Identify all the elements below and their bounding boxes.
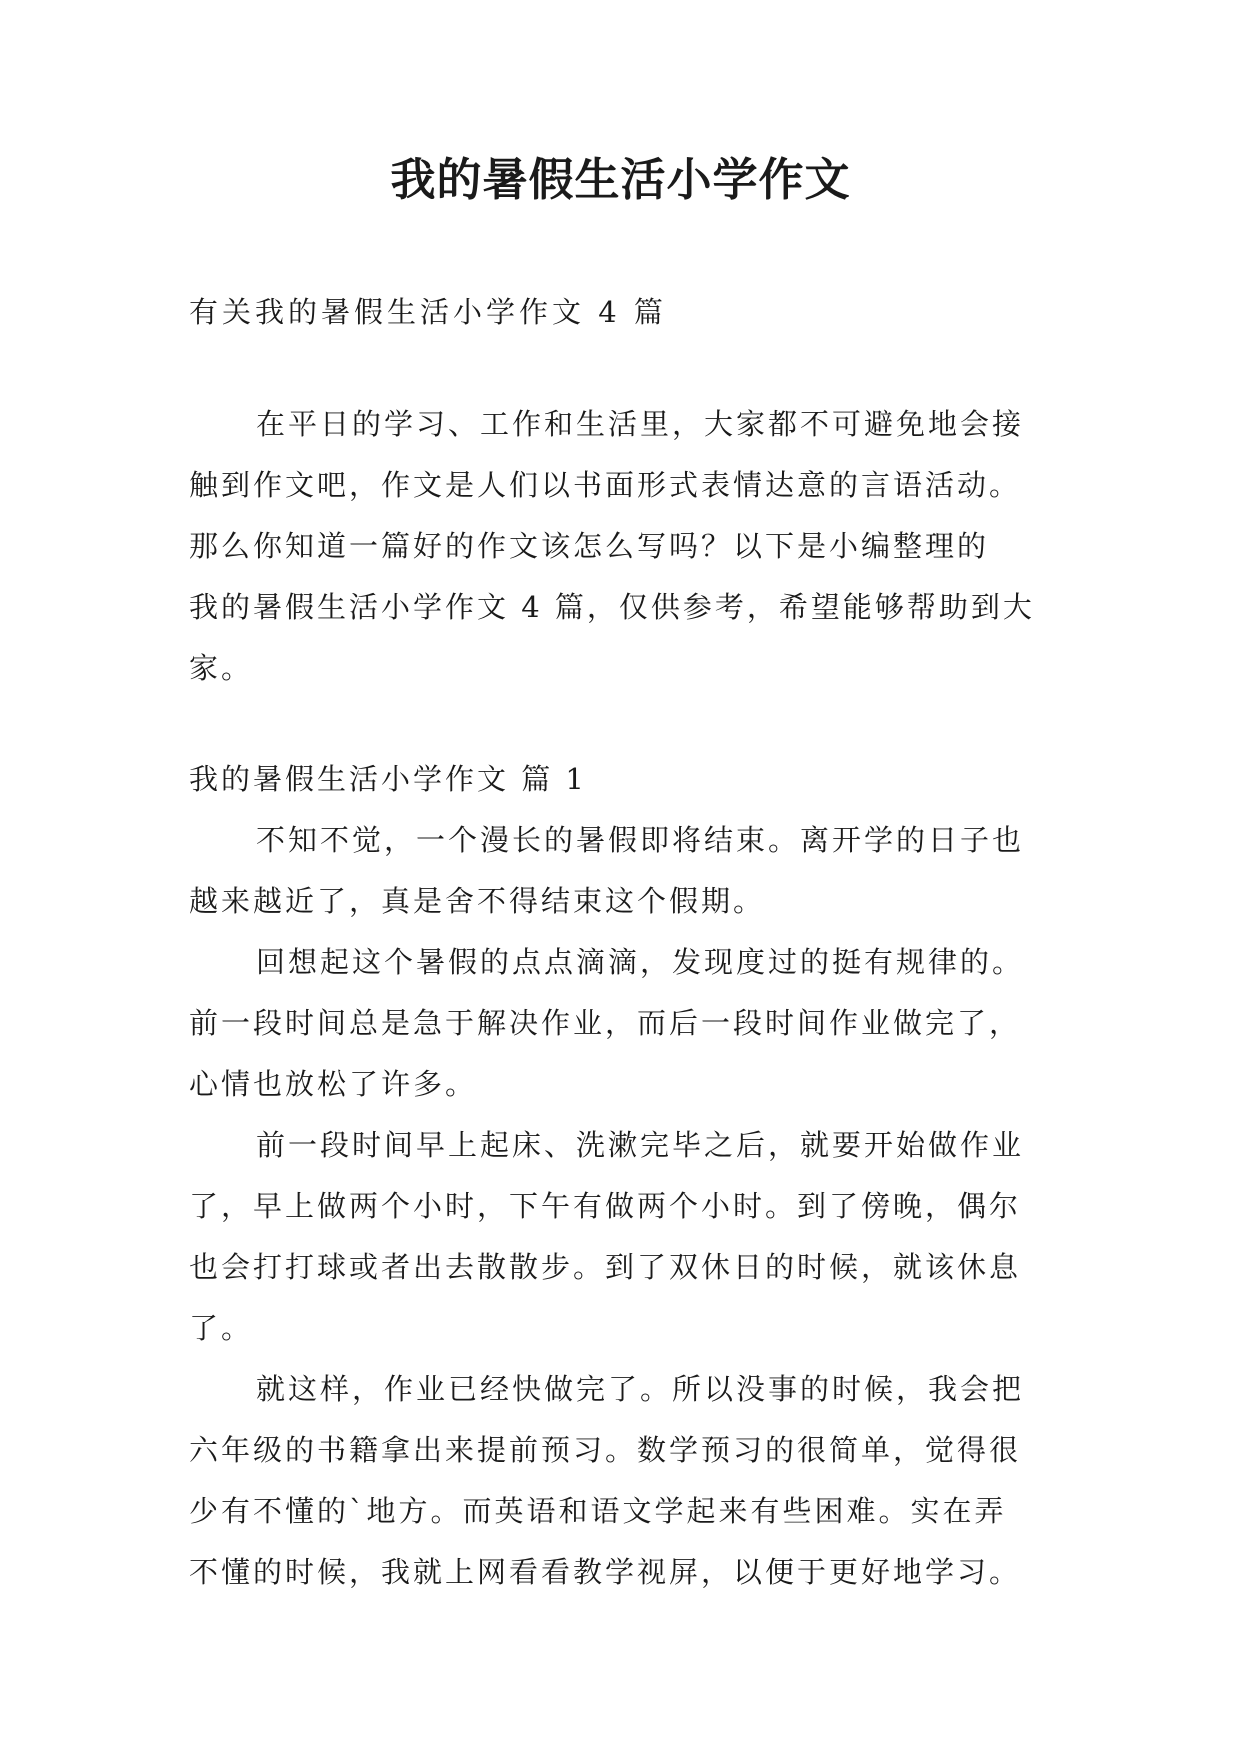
document-subtitle: 有关我的暑假生活小学作文 4 篇: [189, 295, 667, 329]
intro-line: 我的暑假生活小学作文 4 篇，仅供参考，希望能够帮助到大: [189, 590, 1035, 624]
section-heading: 我的暑假生活小学作文 篇 1: [189, 762, 587, 796]
body-line: 越来越近了，真是舍不得结束这个假期。: [189, 884, 766, 918]
intro-line: 触到作文吧，作文是人们以书面形式表情达意的言语活动。: [189, 468, 1022, 502]
body-line: 了。: [189, 1311, 254, 1345]
body-line: 不懂的时候，我就上网看看教学视屏，以便于更好地学习。: [189, 1555, 1022, 1589]
intro-line: 在平日的学习、工作和生活里，大家都不可避免地会接: [256, 407, 1025, 441]
intro-line: 那么你知道一篇好的作文该怎么写吗？以下是小编整理的: [189, 529, 990, 563]
body-line: 也会打打球或者出去散散步。到了双休日的时候，就该休息: [189, 1250, 1022, 1284]
body-line: 就这样，作业已经快做完了。所以没事的时候，我会把: [256, 1372, 1025, 1406]
body-line: 少有不懂的`地方。而英语和语文学起来有些困难。实在弄: [189, 1494, 1007, 1528]
body-line: 心情也放松了许多。: [189, 1067, 478, 1101]
body-line: 前一段时间总是急于解决作业，而后一段时间作业做完了，: [189, 1006, 1022, 1040]
body-line: 回想起这个暑假的点点滴滴，发现度过的挺有规律的。: [256, 945, 1025, 979]
body-line: 不知不觉，一个漫长的暑假即将结束。离开学的日子也: [256, 823, 1025, 857]
body-line: 前一段时间早上起床、洗漱完毕之后，就要开始做作业: [256, 1128, 1025, 1162]
intro-line: 家。: [189, 651, 254, 685]
body-line: 六年级的书籍拿出来提前预习。数学预习的很简单，觉得很: [189, 1433, 1022, 1467]
document-title: 我的暑假生活小学作文: [390, 153, 851, 206]
body-line: 了，早上做两个小时，下午有做两个小时。到了傍晚，偶尔: [189, 1189, 1022, 1223]
